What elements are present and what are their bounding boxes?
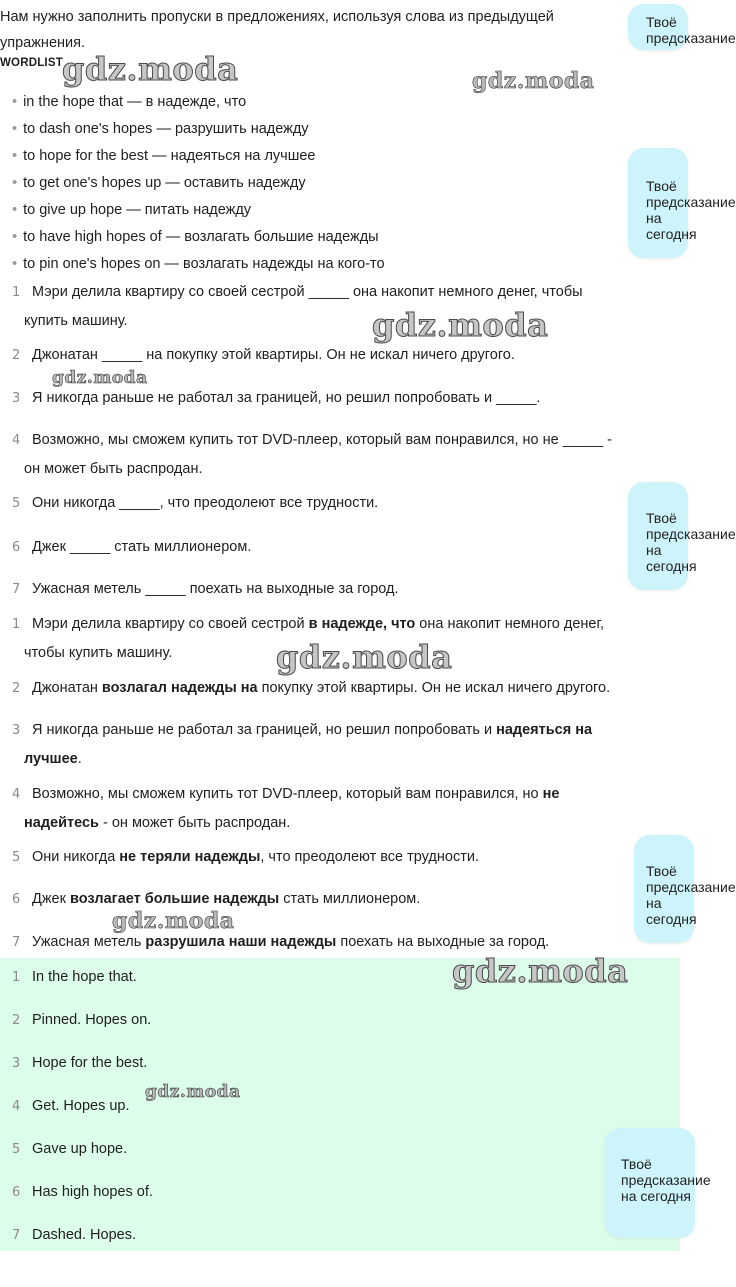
- watermark: gdz.moda: [62, 50, 239, 88]
- translation-item: 1 Мэри делила квартиру со своей сестрой в надежде, что она накопит немного денег, чтобы купить машину.: [12, 616, 605, 661]
- answer-item: 3 Hope for the best.: [12, 1055, 148, 1071]
- bullet-icon: •: [12, 148, 18, 164]
- task-item: 2 Джонатан _____ на покупку этой квартиры. Он не искал ничего другого.: [12, 347, 515, 363]
- task-instruction: Нам нужно заполнить пропуски в предложениях, используя слова из предыдущей упражнения.: [0, 9, 554, 51]
- prediction-bubble[interactable]: Твоё предсказание на сегодня: [628, 148, 688, 258]
- wordlist-label: WORDLIST: [0, 57, 63, 69]
- bullet-icon: •: [12, 121, 18, 137]
- translation-item: 6 Джек возлагает большие надежды стать миллионером.: [12, 891, 421, 907]
- watermark: gdz.moda: [112, 908, 235, 934]
- task-item: 4 Возможно, мы сможем купить тот DVD-плеер, который вам понравился, но не _____ - он может быть распродан.: [12, 432, 612, 477]
- wordlist-item: • to get one's hopes up — оставить надежду: [12, 175, 306, 191]
- translation-item: 4 Возможно, мы сможем купить тот DVD-плеер, который вам понравился, но не надейтесь - он может быть распродан.: [12, 786, 560, 831]
- watermark: gdz.moda: [472, 68, 595, 94]
- bullet-icon: •: [12, 94, 18, 110]
- wordlist-item: • to hope for the best — надеяться на лучшее: [12, 148, 316, 164]
- translation-item: 7 Ужасная метель разрушила наши надежды поехать на выходные за город.: [12, 934, 550, 950]
- watermark: gdz.moda: [145, 1082, 241, 1102]
- prediction-bubble[interactable]: Твоё предсказание: [628, 4, 688, 50]
- task-item: 1 Мэри делила квартиру со своей сестрой _____ она накопит немного денег, чтобы купить машину.: [12, 284, 583, 329]
- translation-item: 5 Они никогда не теряли надежды, что преодолеют все трудности.: [12, 849, 479, 865]
- answer-item: 5 Gave up hope.: [12, 1141, 128, 1157]
- prediction-bubble[interactable]: Твоё предсказание на сегодня: [634, 835, 694, 943]
- task-item: 7 Ужасная метель _____ поехать на выходные за город.: [12, 581, 399, 597]
- prediction-bubble[interactable]: Твоё предсказание на сегодня: [605, 1128, 695, 1238]
- translation-item: 2 Джонатан возлагал надежды на покупку этой квартиры. Он не искал ничего другого.: [12, 680, 611, 696]
- answer-item: 4 Get. Hopes up.: [12, 1098, 130, 1114]
- task-item: 3 Я никогда раньше не работал за границей, но решил попробовать и _____.: [12, 390, 541, 406]
- wordlist-item: • to dash one's hopes — разрушить надежду: [12, 121, 309, 137]
- watermark: gdz.moda: [372, 306, 549, 344]
- watermark: gdz.moda: [452, 952, 629, 990]
- prediction-bubble[interactable]: Твоё предсказание на сегодня: [628, 482, 688, 590]
- wordlist-item: • in the hope that — в надежде, что: [12, 94, 247, 110]
- bullet-icon: •: [12, 175, 18, 191]
- wordlist-item: • to give up hope — питать надежду: [12, 202, 252, 218]
- bullet-icon: •: [12, 229, 18, 245]
- task-item: 6 Джек _____ стать миллионером.: [12, 539, 252, 555]
- answer-item: 1 In the hope that.: [12, 969, 137, 985]
- watermark: gdz.moda: [52, 368, 148, 388]
- wordlist-item: • to have high hopes of — возлагать большие надежды: [12, 229, 379, 245]
- translation-item: 3 Я никогда раньше не работал за границей, но решил попробовать и надеяться на лучшее.: [12, 722, 593, 767]
- watermark: gdz.moda: [276, 638, 453, 676]
- bullet-icon: •: [12, 202, 18, 218]
- answer-item: 7 Dashed. Hopes.: [12, 1227, 136, 1243]
- answer-item: 6 Has high hopes of.: [12, 1184, 153, 1200]
- task-item: 5 Они никогда _____, что преодолеют все трудности.: [12, 495, 379, 511]
- wordlist-item: • to pin one's hopes on — возлагать надежды на кого-то: [12, 256, 385, 272]
- answer-item: 2 Pinned. Hopes on.: [12, 1012, 152, 1028]
- bullet-icon: •: [12, 256, 18, 272]
